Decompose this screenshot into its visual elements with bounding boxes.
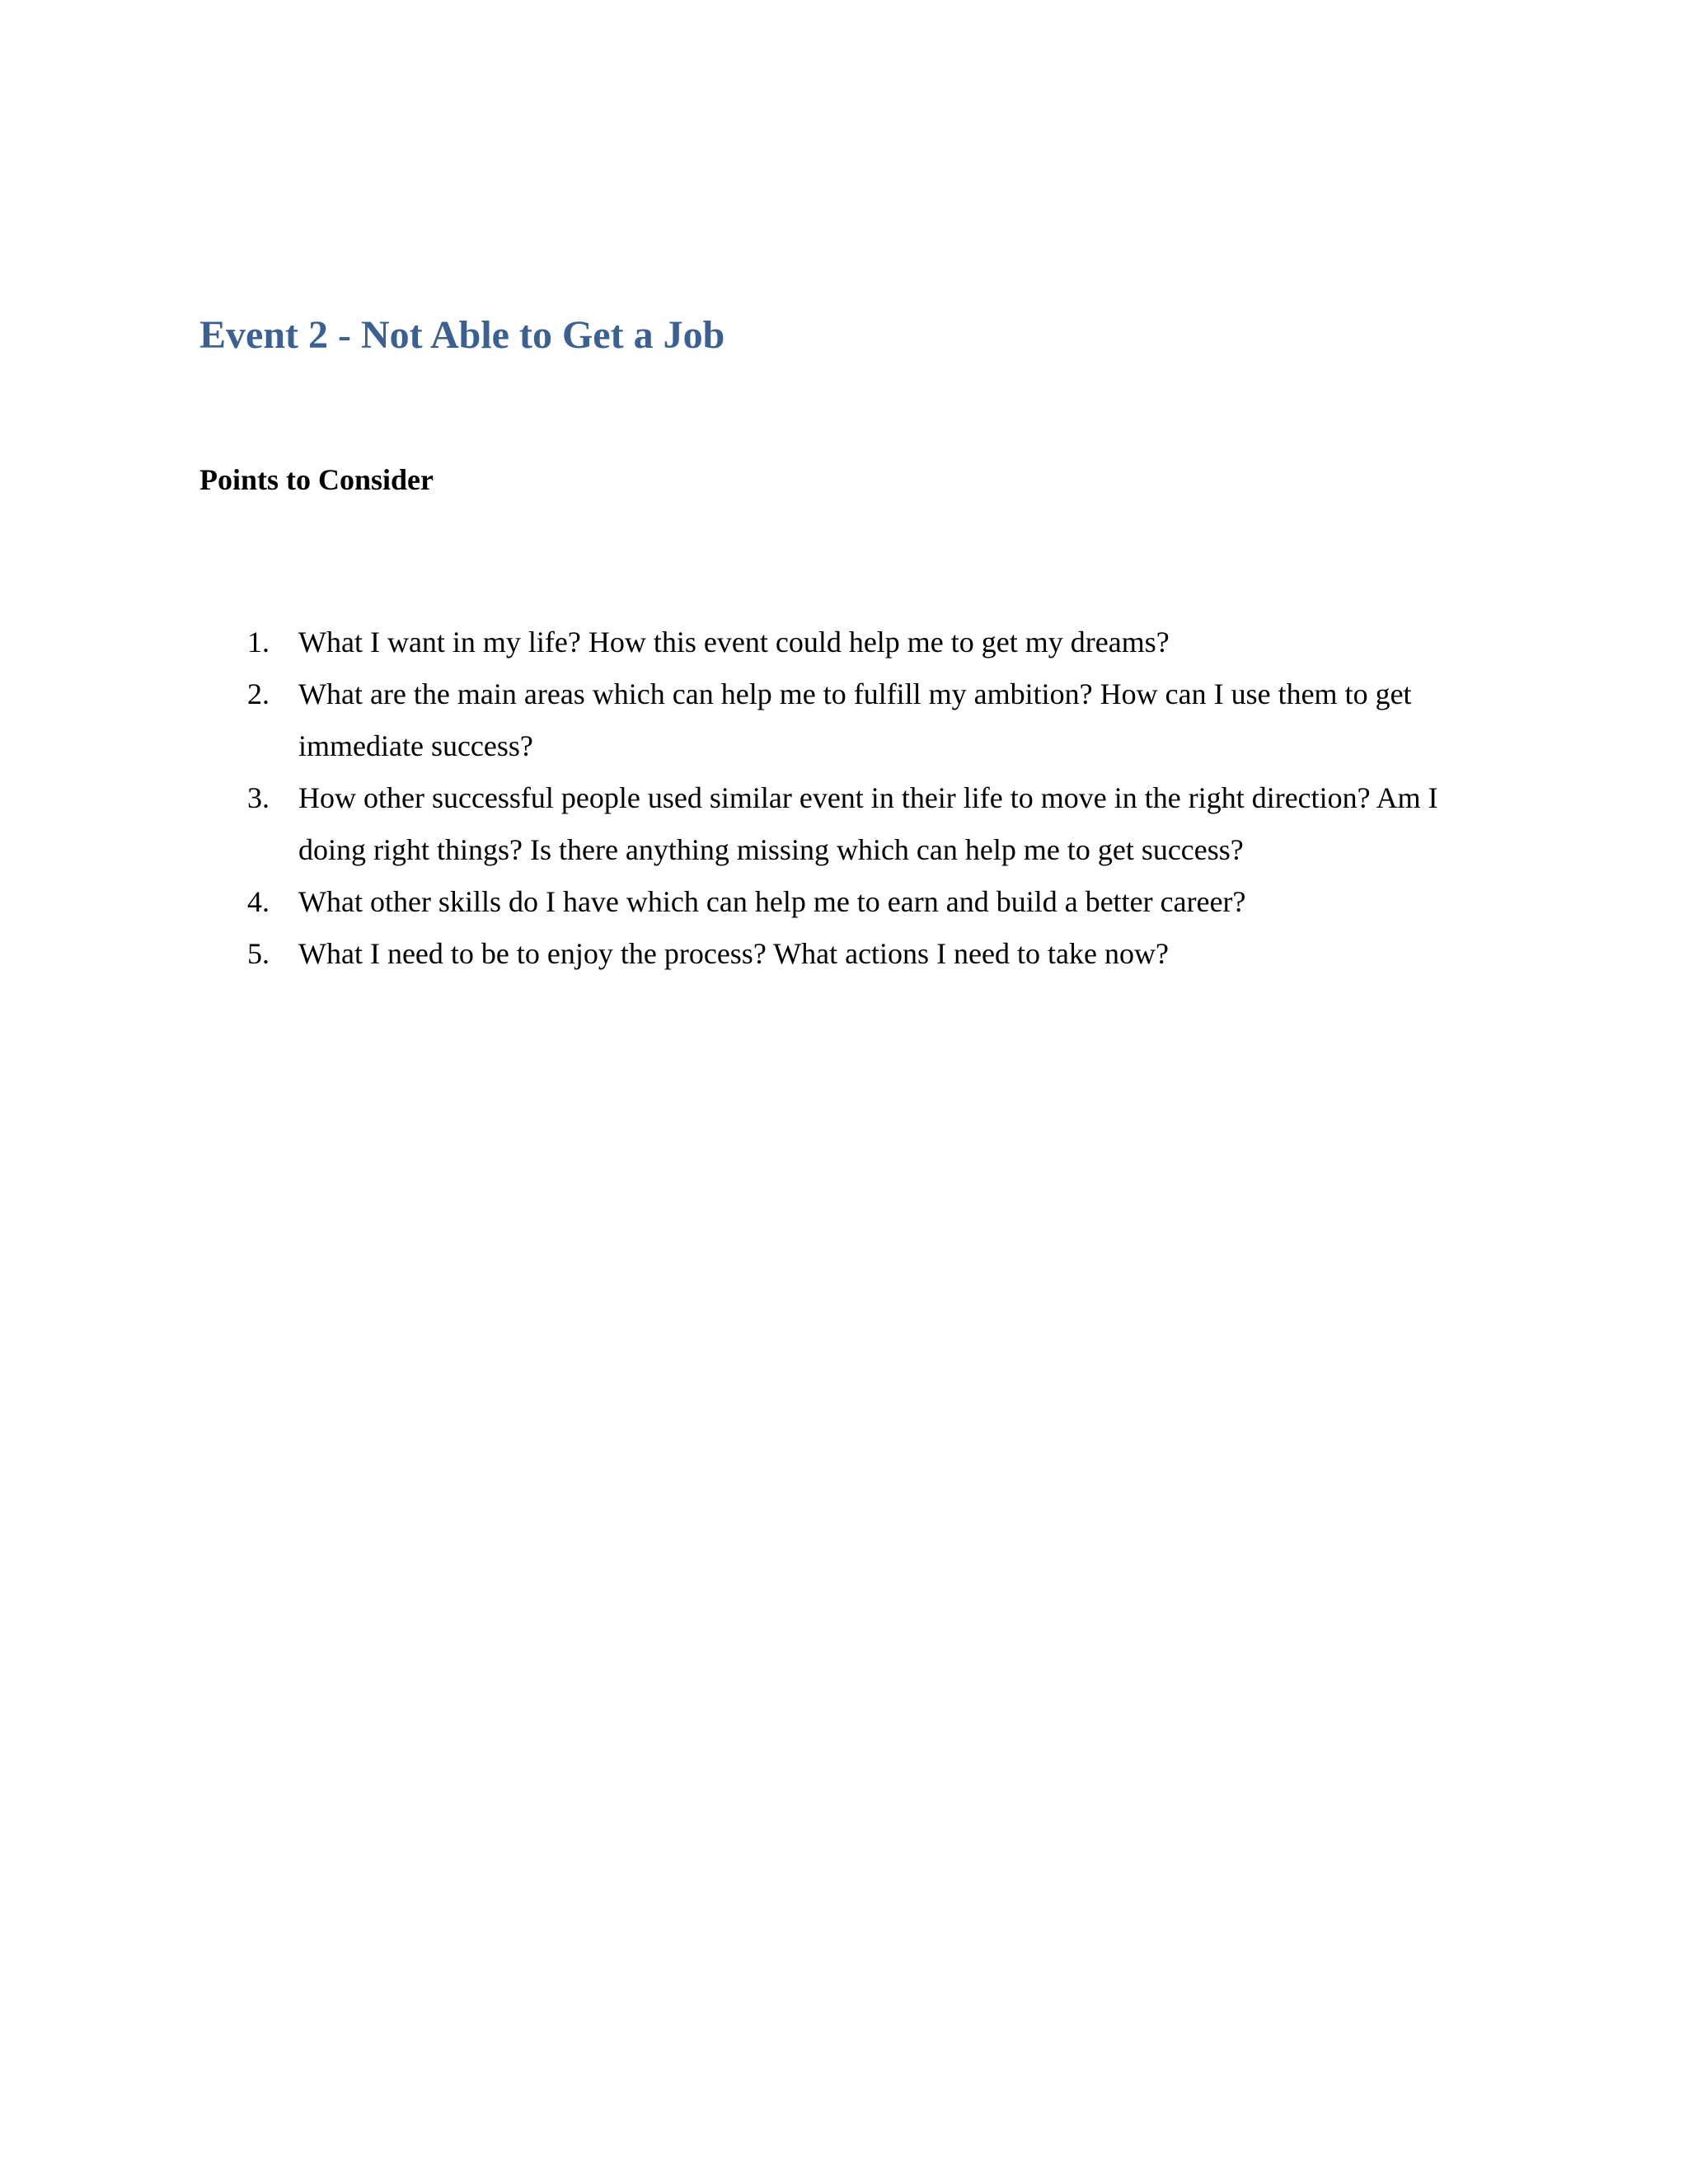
list-item-text: What I need to be to enjoy the process? What actions I need to take now? [298,937,1169,970]
list-item-text: How other successful people used similar event in their life to move in the right direction? Am I doing right things? Is there anything missing which can help me to get success? [298,781,1438,866]
section-heading: Points to Consider [199,463,434,496]
list-item-number: 2. [247,677,270,710]
list-item [199,928,1502,980]
list-item-number: 4. [247,885,270,918]
list-item-text: What I want in my life? How this event could help me to get my dreams? [298,626,1170,658]
list-item-number: 1. [247,626,270,658]
page-title: Event 2 - Not Able to Get a Job [199,313,725,357]
points-list [199,616,1502,980]
list-item-number: 3. [247,781,270,814]
list-item [199,876,1502,928]
list-item-text: What other skills do I have which can help me to earn and build a better career? [298,885,1246,918]
list-item [199,668,1502,772]
list-item-text: What are the main areas which can help me to fulfill my ambition? How can I use them to get immediate success? [298,677,1412,762]
list-item [199,772,1502,876]
list-item-number: 5. [247,937,270,970]
list-item [199,616,1502,668]
